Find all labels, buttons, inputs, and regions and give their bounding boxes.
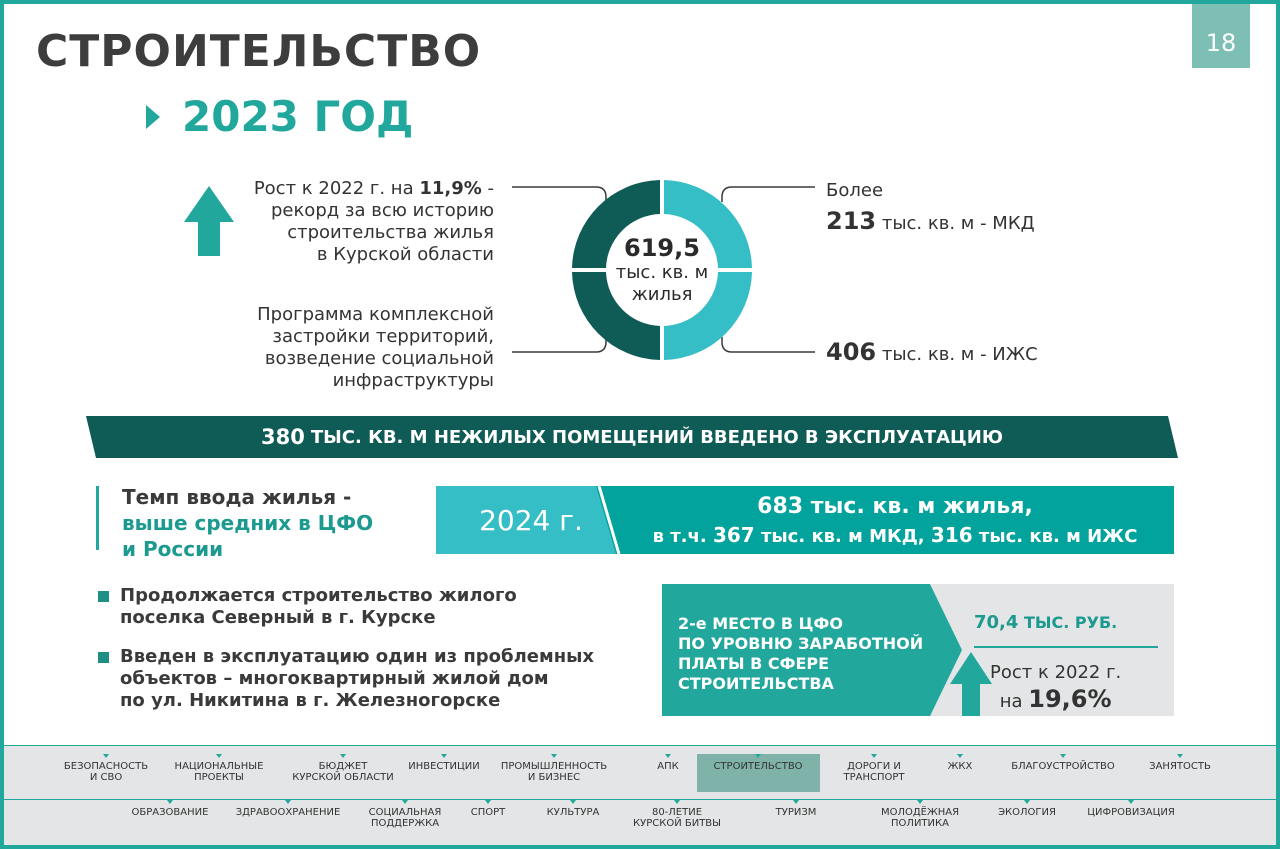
nav-item-top-4[interactable]: ПРОМЫШЛЕННОСТЬ И БИЗНЕС — [500, 761, 608, 783]
salary-value: 70,4 ТЫС. РУБ. — [974, 612, 1118, 633]
salary-growth: Рост к 2022 г. на 19,6% — [990, 662, 1122, 713]
nav-item-bottom-3[interactable]: СПОРТ — [470, 807, 506, 818]
section-nav — [4, 745, 1276, 845]
nav-tick-marker — [1128, 800, 1134, 804]
nav-item-bottom-6[interactable]: ТУРИЗМ — [775, 807, 817, 818]
nav-item-top-7[interactable]: ДОРОГИ И ТРАНСПОРТ — [843, 761, 905, 783]
izhs-text: 406 тыс. кв. м - ИЖС — [826, 338, 1038, 366]
nav-tick-marker — [871, 754, 877, 758]
nav-item-top-9[interactable]: БЛАГОУСТРОЙСТВО — [1011, 761, 1115, 772]
nav-tick-marker — [167, 800, 173, 804]
nav-item-top-8[interactable]: ЖКХ — [947, 761, 973, 772]
nav-item-top-6[interactable]: СТРОИТЕЛЬСТВО — [713, 761, 803, 772]
bullet-marker — [98, 591, 109, 602]
nav-tick-marker — [1024, 800, 1030, 804]
nav-tick-marker — [570, 800, 576, 804]
nav-item-bottom-1[interactable]: ЗДРАВООХРАНЕНИЕ — [235, 807, 341, 818]
program-text: Программа комплексной застройки территорий, возведение социальной инфраструктуры — [257, 304, 494, 391]
nav-tick-marker — [340, 754, 346, 758]
salary-rank-text: 2-е МЕСТО В ЦФО ПО УРОВНЮ ЗАРАБОТНОЙ ПЛАТЫ В СФЕРЕ СТРОИТЕЛЬСТВА — [678, 614, 924, 693]
tempo-accent-bar — [96, 486, 99, 550]
nav-tick-marker — [957, 754, 963, 758]
page-number: 18 — [1192, 4, 1250, 68]
nav-item-top-10[interactable]: ЗАНЯТОСТЬ — [1149, 761, 1211, 772]
nav-tick-marker — [1177, 754, 1183, 758]
nav-item-top-1[interactable]: НАЦИОНАЛЬНЫЕ ПРОЕКТЫ — [174, 761, 264, 783]
donut-center-label: 619,5 тыс. кв. м жилья — [615, 234, 709, 305]
nav-item-bottom-2[interactable]: СОЦИАЛЬНАЯ ПОДДЕРЖКА — [368, 807, 442, 829]
nonresidential-banner: 380 ТЫС. КВ. М НЕЖИЛЫХ ПОМЕЩЕНИЙ ВВЕДЕНО В ЭКСПЛУАТАЦИЮ — [261, 425, 1003, 449]
nav-active-highlight — [697, 754, 820, 792]
nav-item-top-3[interactable]: ИНВЕСТИЦИИ — [408, 761, 480, 772]
bullet-marker — [98, 652, 109, 663]
nav-tick-marker — [674, 800, 680, 804]
salary-divider — [974, 646, 1158, 648]
bullet-text-nikitina: Введен в эксплуатацию один из проблемных объектов – многоквартирный жилой дом по ул. Никитина в г. Железногорске — [120, 646, 595, 711]
nav-tick-marker — [1060, 754, 1066, 758]
nav-item-top-5[interactable]: АПК — [657, 761, 679, 772]
nav-item-bottom-0[interactable]: ОБРАЗОВАНИЕ — [131, 807, 209, 818]
nav-tick-marker — [917, 800, 923, 804]
nav-item-bottom-8[interactable]: ЭКОЛОГИЯ — [998, 807, 1056, 818]
nav-tick-marker — [665, 754, 671, 758]
nav-tick-marker — [485, 800, 491, 804]
year-title: 2023 ГОД — [182, 92, 414, 141]
nav-tick-marker — [285, 800, 291, 804]
page-title: СТРОИТЕЛЬСТВО — [36, 26, 482, 77]
nav-item-bottom-5[interactable]: 80-ЛЕТИЕ КУРСКОЙ БИТВЫ — [633, 807, 721, 829]
tempo-text: Темп ввода жилья - выше средних в ЦФО и России — [122, 485, 374, 561]
nav-item-bottom-4[interactable]: КУЛЬТУРА — [546, 807, 600, 818]
nav-item-top-2[interactable]: БЮДЖЕТ КУРСКОЙ ОБЛАСТИ — [292, 761, 394, 783]
up-arrow-icon — [950, 652, 992, 716]
nav-tick-marker — [402, 800, 408, 804]
nav-item-bottom-9[interactable]: ЦИФРОВИЗАЦИЯ — [1087, 807, 1175, 818]
nav-divider — [4, 799, 1276, 800]
bullet-text-severny: Продолжается строительство жилого поселка Северный в г. Курске — [120, 585, 517, 628]
mkd-text: Более 213 тыс. кв. м - МКД — [826, 180, 1035, 235]
nav-tick-marker — [103, 754, 109, 758]
nav-tick-marker — [216, 754, 222, 758]
nav-tick-marker — [755, 754, 761, 758]
record-text: Рост к 2022 г. на 11,9% - рекорд за всю историю строительства жилья в Курской области — [253, 178, 494, 265]
plan-2024-year: 2024 г. — [479, 503, 583, 537]
nav-tick-marker — [551, 754, 557, 758]
nav-item-bottom-7[interactable]: МОЛОДЁЖНАЯ ПОЛИТИКА — [880, 807, 960, 829]
nav-tick-marker — [793, 800, 799, 804]
nav-top-line — [4, 745, 1276, 746]
nav-item-top-0[interactable]: БЕЗОПАСНОСТЬ И СВО — [63, 761, 149, 783]
plan-2024-values: 683 тыс. кв. м жилья, в т.ч. 367 тыс. кв. м МКД, 316 тыс. кв. м ИЖС — [652, 494, 1138, 547]
nav-tick-marker — [441, 754, 447, 758]
